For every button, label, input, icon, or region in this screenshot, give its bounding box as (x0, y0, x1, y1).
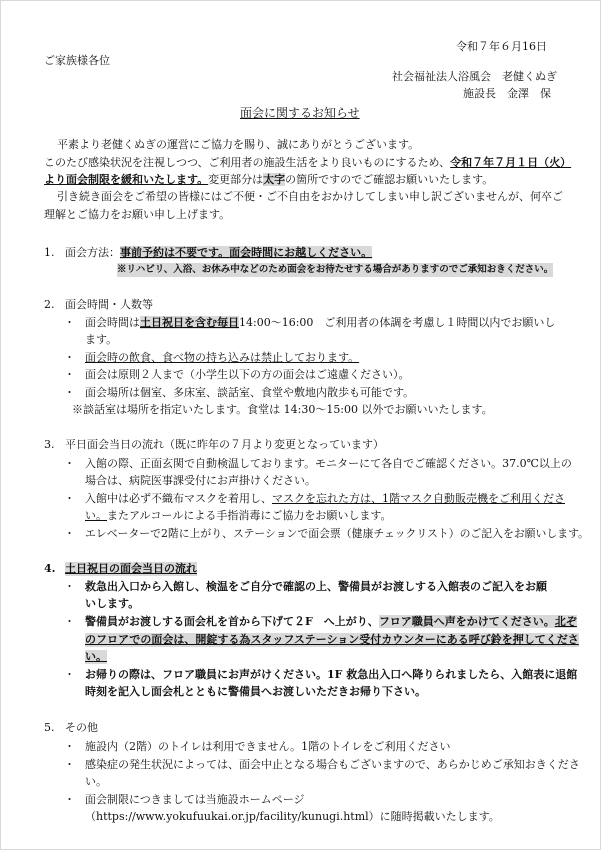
bullet-icon: ・ (64, 527, 75, 540)
section-2-item-1 (85, 316, 555, 330)
section-1-number: 1. (44, 246, 55, 259)
intro-line-5: 理解とご協力をお願い申し上げます。 (44, 208, 231, 221)
bullet-icon: ・ (64, 457, 75, 470)
item-emphasis: フロア職員へ声をかけてください。 (378, 615, 555, 628)
item-emphasis: い。 (85, 509, 107, 522)
page-title: 面会に関するお知らせ (240, 106, 360, 120)
intro-bold-note: 太字 (263, 173, 286, 186)
section-2-note: ※談話室は場所を指定いたします。食堂は 14:30～15:00 以外でお願いいたします。 (72, 403, 493, 416)
bullet-icon: ・ (64, 492, 75, 505)
section-1-text: 事前予約は不要です。面会時間にお越しください。 (120, 246, 373, 259)
intro-line-4: 引き続き面会をご希望の皆様にはご不便・ご不自由をおかけしてしまい申し訳ございませんが、何卒ご (57, 190, 563, 203)
section-1-note: ※リハビリ、入浴、お休み中などのため面会をお待たせする場合がありますのでご承知おきください。 (117, 264, 554, 275)
section-5-url-line[interactable]: （https://www.yokufuukai.or.jp/facility/kunugi.html）に随時掲載いたします。 (85, 810, 500, 823)
intro-line-3 (44, 173, 493, 187)
addressee: ご家族様各位 (44, 54, 110, 67)
bullet-icon: ・ (64, 316, 75, 329)
section-4-item-2-cont: のフロアでの面会は、開錠する為スタッフステーション受付カウンターにある呼び鈴を押してくださ (85, 633, 579, 646)
item-text: 面会時間は (85, 316, 140, 329)
section-4-item-1: 救急出入口から入館し、検温をご自分で確認の上、警備員がお渡しする入館表のご記入をお願 (85, 580, 547, 593)
intro-date-emphasis: 令和７年７月１日（火） (450, 156, 572, 169)
section-2-item-2: 面会時の飲食、食べ物の持ち込みは禁止しております。 (85, 351, 360, 364)
section-3-item-3: エレベーターで2階に上がり、ステーションで面会票（健康チェックリスト）のご記入をお願いします。 (85, 527, 589, 540)
date: 令和７年６月16日 (456, 40, 547, 53)
item-text: 警備員がお渡しする面会札を首から下げて２F へ上がり、 (85, 615, 379, 628)
bullet-icon: ・ (64, 793, 75, 806)
section-3-item-2-cont (85, 509, 391, 523)
section-4-item-3-cont: 時刻を記入し面会札とともに警備員へお渡しいただきお帰り下さい。 (85, 685, 426, 698)
director: 施設長 金澤 保 (463, 87, 551, 100)
section-4-item-2 (85, 615, 577, 629)
item-emphasis: 土日祝日を含む毎日 (140, 316, 239, 329)
bullet-icon: ・ (64, 386, 75, 399)
organization: 社会福祉法人浴風会 老健くぬぎ (392, 70, 557, 83)
section-1-label: 面会方法： (65, 246, 120, 259)
intro-text: 変更部分は (208, 173, 264, 186)
section-5-item-3: 面会制限につきましては当施設ホームページ (85, 793, 305, 806)
section-3-item-1: 入館の際、正面玄関で自動検温しております。モニターにて各自でご確認ください。37.0℃以上の (85, 457, 572, 470)
section-4-item-3: お帰りの際は、フロア職員にお声がけください。1F 救急出入口へ降りられましたら、入館表に退館 (85, 668, 578, 681)
section-5-number: 5. (44, 721, 55, 734)
bullet-icon: ・ (64, 740, 75, 753)
section-3-item-2 (85, 492, 565, 506)
section-3-heading: 平日面会当日の流れ（既に昨年の７月より変更となっています） (65, 438, 384, 451)
bullet-icon: ・ (64, 668, 75, 681)
section-2-item-3: 面会は原則２人まで（小学生以下の方の面会はご遠慮ください）。 (85, 368, 410, 381)
intro-text: このたび感染状況を注視しつつ、ご利用者の施設生活をより良いものにするため、 (44, 156, 451, 169)
item-text: 14:00～16:00 ご利用者の体調を考慮し１時間以内でお願いし (239, 316, 556, 329)
intro-line-1: 平素より老健くぬぎの運営にご協力を賜り、誠にありがとうございます。 (57, 138, 420, 151)
bullet-icon: ・ (64, 580, 75, 593)
bullet-icon: ・ (64, 368, 75, 381)
section-1-line (65, 246, 372, 260)
section-2-number: 2. (44, 298, 55, 311)
section-5-heading: その他 (65, 721, 98, 734)
item-text: 入館中は必ず不織布マスクを着用し、 (85, 492, 272, 505)
section-3-number: 3. (44, 438, 55, 451)
item-emphasis: マスクを忘れた方は、1階マスク自動販売機をご利用くださ (272, 492, 565, 505)
intro-line-2 (44, 156, 571, 170)
bullet-icon: ・ (64, 351, 75, 364)
section-5-item-2: 感染症の発生状況によっては、面会中止となる場合もございますので、あらかじめご承知おきくださ (85, 758, 580, 771)
section-4-item-1-cont: いします。 (85, 597, 140, 610)
bullet-icon: ・ (64, 758, 75, 771)
section-5-item-2-cont: い。 (85, 775, 107, 788)
item-emphasis: 北ぞ (554, 615, 577, 628)
section-2-item-1-cont: ます。 (85, 333, 118, 346)
section-2-heading: 面会時間・人数等 (65, 298, 153, 311)
intro-relax-emphasis: より面会制限を緩和いたします。 (44, 173, 209, 186)
section-4-heading: 土日祝日の面会当日の流れ (65, 562, 197, 575)
intro-text: の箇所ですのでご確認お願いいたします。 (285, 173, 494, 186)
section-2-item-4: 面会場所は個室、多床室、談話室、食堂や敷地内散歩も可能です。 (85, 386, 415, 399)
section-4-number: 4. (44, 562, 56, 575)
section-5-item-1: 施設内（2階）のトイレは利用できません。1階のトイレをご利用ください (85, 740, 451, 753)
section-4-item-2-end: い。 (85, 650, 107, 663)
section-3-item-1-cont: 場合は、病院医事課受付にお声掛けください。 (85, 474, 316, 487)
item-text: またアルコールによる手指消毒にご協力をお願いします。 (107, 509, 392, 522)
bullet-icon: ・ (64, 615, 75, 628)
